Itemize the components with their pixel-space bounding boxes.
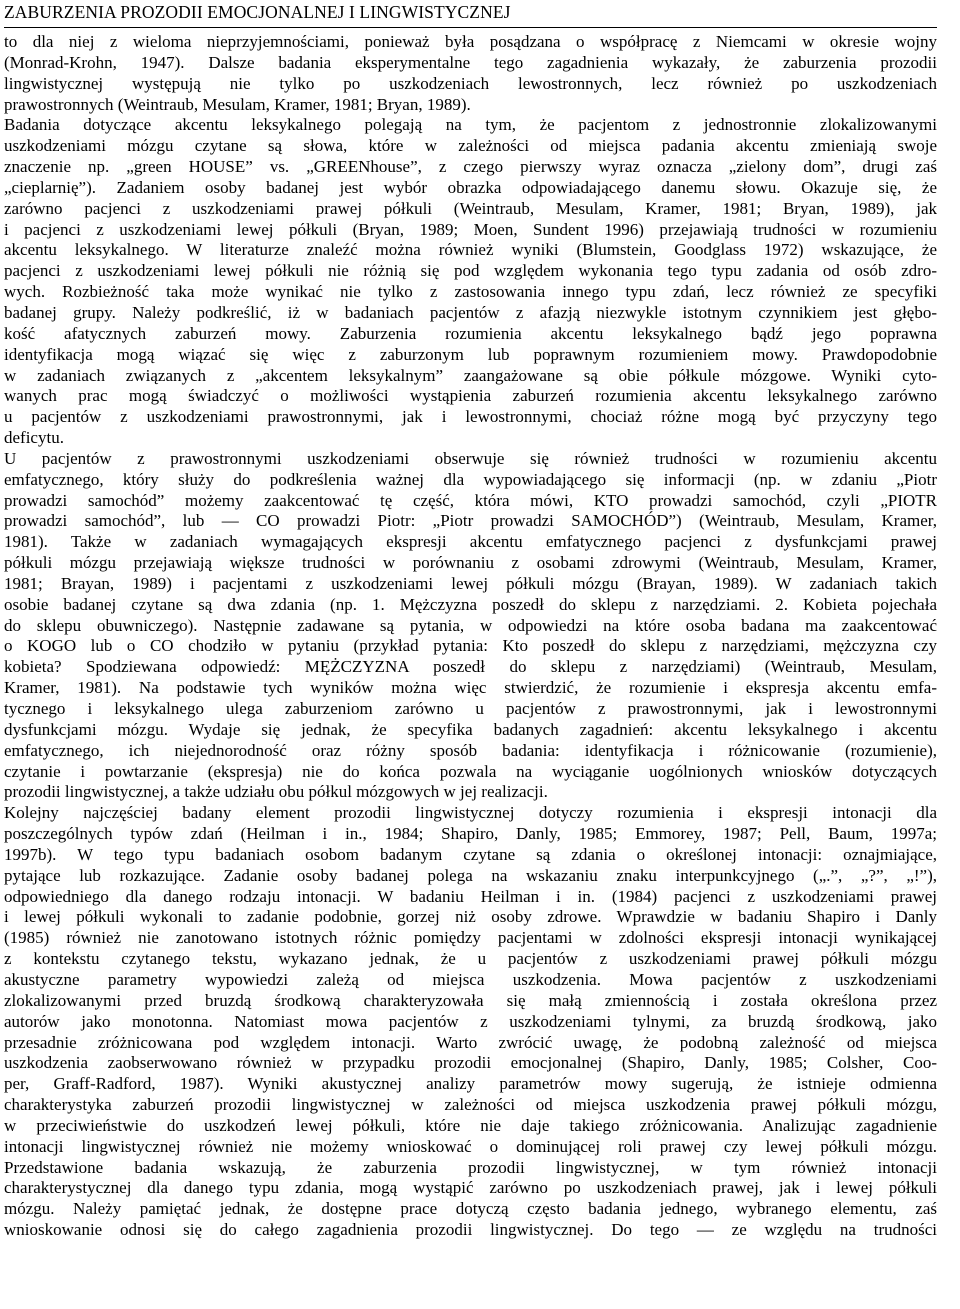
text-line: emfatycznego, który służy do podkreślenia ważnej dla wypowiadającego się informacji (np. w zdaniu „Piotr — [4, 469, 937, 489]
text-line: to dla niej z wieloma nieprzyjemnościami, ponieważ była posądzana o współpracę z Niemcami w okresie wojny — [4, 32, 937, 51]
text-line: w przeciwieństwie do uszkodzeń lewej półkuli, które nie daje takiego zróżnicowania. Analizując zagadnienie — [4, 1115, 937, 1135]
text-line: mózgu. Należy pamiętać jednak, że dostępne prace dotyczą często badania jednego, wybranego elementu, zaś — [4, 1199, 937, 1219]
text-line: 1981). Także w zadaniach wymagających ekspresji akcentu emfatycznego pacjenci z dysfunkcjami prawej — [4, 532, 937, 552]
text-line: charakterystycznej dla danego typu zdania, mogą wystąpić zarówno po uszkodzeniach prawej, jak i lewej półkuli — [4, 1178, 937, 1198]
text-line: emfatycznego, ich niejednorodność oraz różny sposób badania: identyfikacja i różnicowanie (rozumienie), — [4, 740, 937, 760]
text-line: prawostronnych (Weintraub, Mesulam, Kramer, 1981; Bryan, 1989). — [4, 94, 471, 114]
text-line: i lewej półkuli wykonali to zadanie podobnie, gorzej niż osoby zdrowe. Wprawdzie w badaniu Shapiro i Danly — [4, 907, 937, 927]
text-line: kobieta? Spodziewana odpowiedź: MĘŻCZYZNA poszedł do sklepu z narzędziami) (Weintraub, Mesulam, — [4, 657, 937, 677]
text-line: dysfunkcjami mózgu. Wydaje się jednak, że specyfika badanych zagadnień: akcentu leksykalnego i akcentu — [4, 719, 937, 739]
text-line: U pacjentów z prawostronnymi uszkodzeniami obserwuje się również trudności w rozumieniu akcentu — [4, 448, 937, 468]
text-line: w zadaniach związanych z „akcentem leksykalnym” zaangażowane są obie półkule mózgowe. Wyniki cyto- — [4, 365, 937, 385]
text-line: lingwistycznej występują nie tylko po uszkodzeniach lewostronnych, lecz również po uszkodzeniach — [4, 73, 937, 93]
text-line: deficytu. — [4, 428, 64, 448]
text-line: (Monrad-Krohn, 1947). Dalsze badania eksperymentalne tego zagadnienia wykazały, że zaburzenia prozodii — [4, 52, 937, 72]
text-line: Kramer, 1981). Na podstawie tych wyników można więc stwierdzić, że rozumienie i ekspresja akcentu emfa- — [4, 678, 937, 698]
text-line: tycznego i leksykalnego ulega zaburzeniom zarówno u pacjentów z prawostronnymi, jak i lewostronnymi — [4, 699, 937, 718]
text-line: z kontekstu czytanego tekstu, wykazano jednak, że u pacjentów z uszkodzeniami prawej półkuli mózgu — [4, 949, 937, 969]
text-line: pacjenci z uszkodzeniami lewej półkuli nie różnią się pod względem wykonania tego typu zadania od osób zdro- — [4, 261, 937, 281]
text-line: wych. Rozbieżność taka może wynikać nie tylko z zastosowania innego typu zdań, lecz również ze specyfiki — [4, 282, 937, 302]
text-line: charakterystyka zaburzeń prozodii lingwistycznej w zależności od miejsca uszkodzenia prawej półkuli mózgu, — [4, 1095, 937, 1115]
text-line: uszkodzenia zaobserwowano również w przypadku prozodii emocjonalnej (Shapiro, Danly, 1985; Colsher, Coo- — [4, 1053, 937, 1073]
body-text — [4, 32, 937, 1241]
text-line: intonacji lingwistycznej również nie możemy wnioskować o dominującej roli prawej czy lewej półkuli mózgu. — [4, 1136, 937, 1156]
text-line: osobie badanej czytane są dwa zdania (np. 1. Mężczyzna poszedł do sklepu z narzędziami. 2. Kobieta pojechała — [4, 594, 937, 614]
text-line: badanej grupy. Należy podkreślić, iż w badaniach pacjentów z afazją niezwykle istotnym czynnikiem jest głębo- — [4, 302, 937, 322]
running-header: ZABURZENIA PROZODII EMOCJONALNEJ I LINGWISTYCZNEJ — [4, 1, 937, 28]
text-line: prowadzi samochód” możemy zaakcentować tę część, która mówi, KTO prowadzi samochód, czyli „PIOTR — [4, 490, 937, 510]
text-line: wnioskowanie odnosi się do całego zagadnienia prozodii lingwistycznej. Do tego — ze względu na trudności — [4, 1220, 937, 1240]
text-line: Przedstawione badania wskazują, że zaburzenia prozodii lingwistycznej, w tym również intonacji — [4, 1157, 937, 1177]
text-line: per, Graff-Radford, 1987). Wyniki akustycznej analizy parametrów mowy sugerują, że istnieje odmienna — [4, 1074, 937, 1094]
text-line: kość afatycznych zaburzeń mowy. Zaburzenia rozumienia akcentu leksykalnego bądź jego poprawna — [4, 323, 937, 343]
text-line: przesadnie zróżnicowana pod względem intonacji. Warto zwrócić uwagę, że podobną zależność od miejsca — [4, 1032, 937, 1052]
text-line: 1997b). W tego typu badaniach osobom badanym czytane są zdania o określonej intonacji: oznajmiające, — [4, 844, 937, 864]
text-line: do sklepu obuwniczego). Następnie zadawane są pytania, w odpowiedzi na które osoba badana ma zaakcentować — [4, 615, 937, 635]
text-line: zarówno pacjenci z uszkodzeniami prawej półkuli (Weintraub, Mesulam, Kramer, 1981; Bryan, 1989), jak — [4, 198, 937, 218]
text-line: półkuli mózgu przejawiają większe trudności w porównaniu z osobami zdrowymi (Weintraub, Mesulam, Kramer, — [4, 553, 937, 573]
text-line: „cieplarnię”). Zadaniem osoby badanej jest wybór obrazka odpowiadającego danemu słowu. Okazuje się, że — [4, 177, 937, 197]
text-line: 1981; Brayan, 1989) i pacjentami z uszkodzeniami lewej półkuli mózgu (Brayan, 1989). W zadaniach takich — [4, 573, 937, 593]
text-line: akustyczne parametry wypowiedzi zależą od miejsca uszkodzenia. Mowa pacjentów z uszkodzeniami — [4, 969, 937, 989]
text-line: Badania dotyczące akcentu leksykalnego polegają na tym, że pacjentom z jednostronnie zlokalizowanymi — [4, 115, 937, 135]
text-line: pytające lub rozkazujące. Zadanie osoby badanej polega na wskazaniu znaku interpunkcyjnego („.”, „?”, „!”), — [4, 865, 937, 885]
text-line: u pacjentów z uszkodzeniami prawostronnymi, jak i lewostronnymi, chociaż różne mogą być przyczyny tego — [4, 407, 937, 427]
text-line: (1985) również nie zanotowano istotnych różnic pomiędzy pacjentami w zdolności ekspresji intonacji wynikającej — [4, 928, 937, 948]
text-line: o KOGO lub o CO chodziło w pytaniu (przykład pytania: Kto poszedł do sklepu z narzędziami, mężczyzna czy — [4, 636, 937, 656]
text-line: czytanie i powtarzanie (ekspresja) nie do końca pozwala na wyciąganie uogólnionych wniosków dotyczących — [4, 761, 937, 781]
text-line: akcentu leksykalnego. W literaturze znaleźć można również wyniki (Blumstein, Goodglass 1972) wskazujące, że — [4, 240, 937, 260]
text-line: Kolejny najczęściej badany element prozodii lingwistycznej dotyczy rozumienia i ekspresji intonacji dla — [4, 803, 937, 823]
text-line: wanych prac mogą świadczyć o możliwości wystąpienia zaburzeń rozumienia akcentu leksykalnego zarówno — [4, 386, 937, 406]
text-line: autorów jako monotonna. Natomiast mowa pacjentów z uszkodzeniami tylnymi, za bruzdą środkową, jako — [4, 1011, 937, 1031]
text-line: poszczególnych typów zdań (Heilman i in., 1984; Shapiro, Danly, 1985; Emmorey, 1987; Pell, Baum, 1997a; — [4, 824, 937, 844]
text-line: i pacjenci z uszkodzeniami lewej półkuli (Bryan, 1989; Moen, Sundent 1996) przejawiają trudności w rozumieniu — [4, 219, 937, 239]
text-line: znaczenie np. „green HOUSE” vs. „GREENhouse”, z czego pierwszy wyraz oznacza „zielony dom”, drugi zaś — [4, 157, 937, 177]
text-line: prowadzi samochód”, lub — CO prowadzi Piotr: „Piotr prowadzi SAMOCHÓD”) (Weintraub, Mesulam, Kramer, — [4, 511, 937, 531]
text-line: identyfikacja mogą wiązać się więc z zaburzonym lub poprawnym rozumieniem mowy. Prawdopodobnie — [4, 344, 937, 364]
text-line: odpowiedniego dla danego rodzaju intonacji. W badaniu Heilman i in. (1984) pacjenci z uszkodzeniami prawej — [4, 886, 937, 906]
text-line: zlokalizowanymi przed bruzdą środkową charakteryzowała się małą zmiennością i została określona przez — [4, 990, 937, 1010]
document-page — [4, 1, 937, 1241]
text-line: prozodii lingwistycznej, a także udziału obu półkul mózgowych w jej realizacji. — [4, 782, 548, 802]
text-line: uszkodzeniami mózgu czytane są słowa, które w zależności od miejsca padania akcentu zmieniają swoje — [4, 136, 937, 156]
